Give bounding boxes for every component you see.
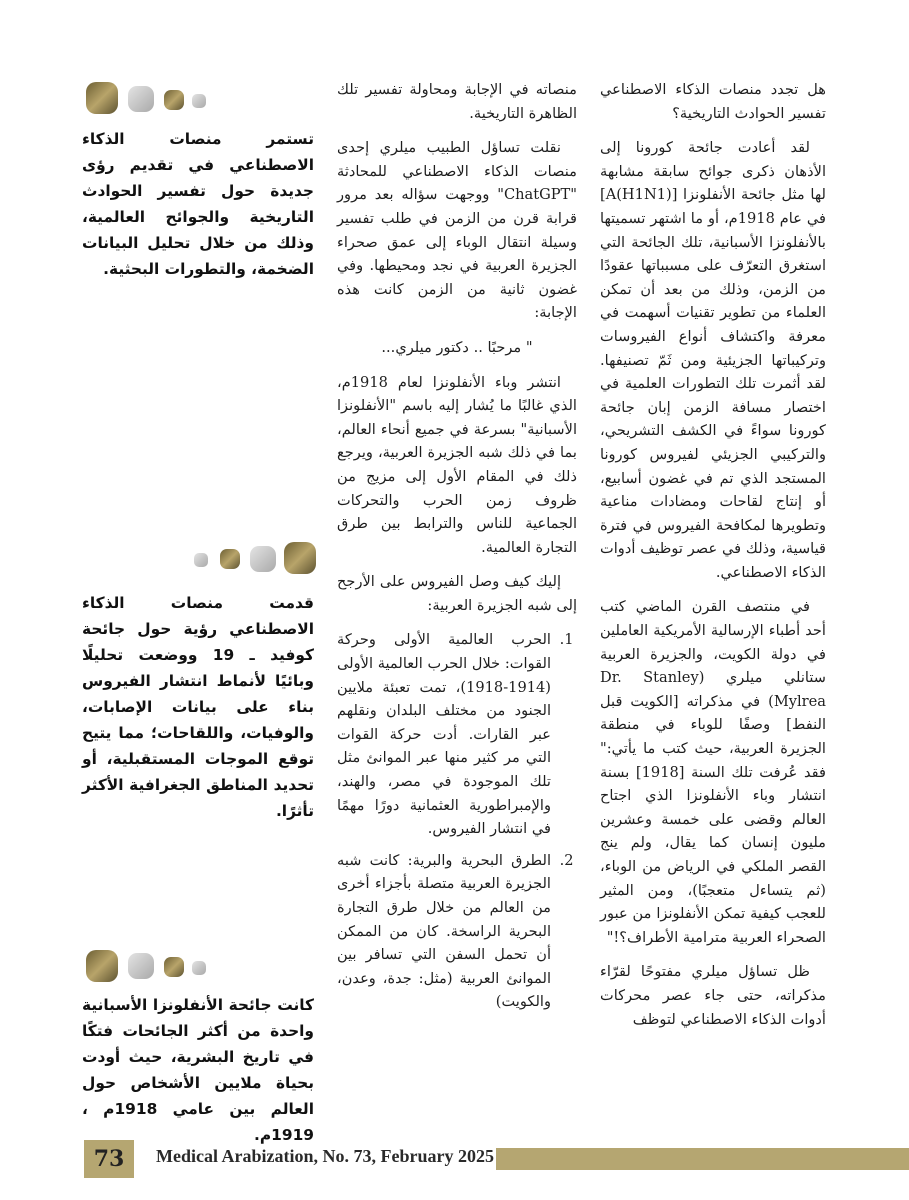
article-column-middle [337,78,577,1022]
dot-cluster-3 [86,950,206,982]
article-paragraph: منصاته في الإجابة ومحاولة تفسير تلك الظاهرة التاريخية. [337,81,577,122]
article-paragraph: هل تجدد منصات الذكاء الاصطناعي تفسير الحوادث التاريخية؟ [600,81,826,122]
journal-citation: Medical Arabization, No. 73, February 2025 [156,1146,494,1166]
reasons-list [337,628,577,1014]
pull-quote-2: قدمت منصات الذكاء الاصطناعي رؤية حول جائحة كوفيد ـ 19 ووضعت تحليلًا وبائيًا لأنماط انتشار الفيروس بناء على بيانات الإصابات، والوفيات، واللقاحات؛ مما يتيح توقع الموجات المستقبلية، أو تحديد المناطق الجغرافية الأكثر تأثرًا. [82,594,315,820]
article-paragraph: ظل تساؤل ميلري مفتوحًا لقرّاء مذكراته، حتى جاء عصر محركات أدوات الذكاء الاصطناعي لتوظف [600,963,826,1028]
page-number: 73 [84,1140,134,1178]
article-paragraph: نقلت تساؤل الطبيب ميلري إحدى منصات الذكاء الاصطناعي للمحادثة "ChatGPT" ووجهت سؤاله بعد مرور قرابة قرن من الزمن في طلب تفسير وسيلة انتقال الوباء إلى عمق صحراء الجزيرة العربية في نجد ومحيطها. وفي غضون ثانية من الزمن كانت هذه الإجابة: [337,139,577,322]
footer-bar [496,1148,909,1170]
list-item: 1. الحرب العالمية الأولى وحركة القوات: خلال الحرب العالمية الأولى (1914-1918)، تمت تعبئة ملايين الجنود من مختلف البلدان ونقلهم عبر القارات. أدت حركة القوات التي مر كثير منها عبر الموانئ مثل تلك الموجودة في مصر، والهند، والإمبراطورية العثمانية دورًا مهمًا في انتشار الفيروس. [337,628,555,840]
list-item: 2. الطرق البحرية والبرية: كانت شبه الجزيرة العربية متصلة بأجزاء أخرى من العالم من خلال طرق التجارة البحرية الراسخة. كان من الممكن أن تحمل السفن التي تسافر بين الموانئ العربية (مثل: جدة، وعدن، والكويت) [337,849,555,1014]
pull-quote-3: كانت جائحة الأنفلونزا الأسبانية واحدة من أكثر الجائحات فتكًا في تاريخ البشرية، حيث أودت بحياة ملايين الأشخاص حول العالم بين عامي 1918م ، 1919م. [82,996,314,1144]
pull-quote-1: تستمر منصات الذكاء الاصطناعي في تقديم رؤى جديدة حول تفسير الحوادث التاريخية والجوائح العالمية، وذلك من خلال تحليل البيانات الضخمة، والتطورات البحثية. [82,130,314,278]
dot-cluster-1 [86,82,206,114]
article-paragraph: في منتصف القرن الماضي كتب أحد أطباء الإرسالية الأمريكية العاملين في دولة الكويت، والجزيرة العربية ستانلي ميلري (Dr. Stanley Mylrea) في مذكراته [الكويت قبل النفط] وصفًا للوباء في منطقة الجزيرة العربية، حيث كتب ما يأتي:" فقد عُرفت تلك السنة [1918] بسنة انتشار وباء الأنفلونزا الذي اجتاح العالم وقضى على خمسة وعشرين مليون إنسان كما يقال، ولم ينج القصر الملكي في الرياض من الوباء، (ثم يتساءل متعجبًا)، ومن المثير للعجب كيفية تمكن الأنفلونزا من عبور الصحراء العربية مترامية الأطراف؟!" [600,598,826,946]
article-paragraph: لقد أعادت جائحة كورونا إلى الأذهان ذكرى جوائح سابقة مشابهة لها مثل جائحة الأنفلونزا [A(H1N1)] في عام 1918م، أو ما اشتهر تسميتها بالأنفلونزا الأسبانية، تلك الجائحة التي استغرق التعرّف على مسبباتها عقودًا من الزمن، وذلك من بعد أن تمكن العلماء من تطوير تقنيات أسهمت في معرفة واكتشاف أنواع الفيروسات وتركيباتها الجزيئية ومن ثَمّ تصنيفها. لقد أثمرت تلك التطورات العلمية في اختصار مسافة الزمن إبان جائحة كورونا سواءً في الكشف التشريحي، والتركيبي الجزيئي لفيروس كورونا المستجد الذي تم في غضون أسابيع، أو إنتاج لقاحات ومضادات مناعية وتطويرها لمكافحة الفيروس في فترة قياسية، وذلك في عصر توظيف أدوات الذكاء الاصطناعي. [600,139,827,581]
article-paragraph: انتشر وباء الأنفلونزا لعام 1918م، الذي غالبًا ما يُشار إليه باسم "الأنفلونزا الأسبانية" بسرعة في جميع أنحاء العالم، بما في ذلك شبه الجزيرة العربية، ويرجع ذلك في المقام الأول إلى مزيج من ظروف زمن الحرب والتحركات الجماعية للناس والترابط بين طرق التجارة العالمية. [337,373,577,556]
article-column-right [600,78,826,1042]
dot-cluster-2 [194,542,316,574]
article-paragraph: إليك كيف وصل الفيروس على الأرجح إلى شبه الجزيرة العربية: [337,573,577,614]
chatbot-greeting: " مرحبًا .. دكتور ميلري... [381,338,533,356]
